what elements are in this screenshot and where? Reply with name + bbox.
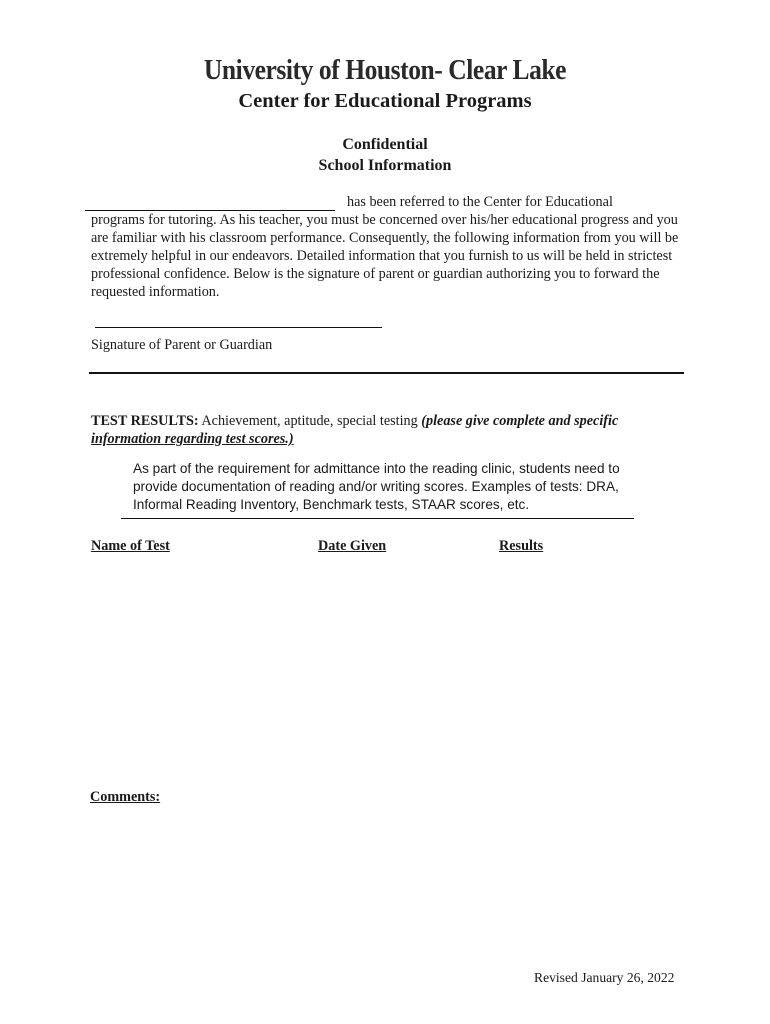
school-information-heading: School Information	[318, 157, 452, 174]
intro-first-line-text: has been referred to the Center for Educational	[347, 194, 613, 210]
comments-label: Comments:	[90, 789, 161, 805]
revised-date: Revised January 26, 2022	[534, 970, 675, 985]
test-results-section	[91, 412, 681, 448]
intro-first-line	[91, 193, 681, 211]
column-name-of-test: Name of Test	[91, 538, 170, 554]
intro-body-text: programs for tutoring. As his teacher, you must be concerned over his/her educational progress and you are familiar with his classroom performance. Consequently, the following information from you will be extremely helpful in our endeavors. Detailed information that you furnish to us will be held in strictest professional confidence. Below is the signature of parent or guardian authorizing you to forward the requested information.	[91, 212, 679, 300]
test-results-label: TEST RESULTS:	[91, 413, 199, 429]
intro-paragraph	[91, 193, 681, 301]
section-divider	[89, 372, 684, 374]
center-title: Center for Educational Programs	[238, 90, 532, 112]
column-results: Results	[499, 538, 544, 554]
test-results-emphasis-1: (please give complete and specific	[421, 413, 619, 429]
column-date-given: Date Given	[318, 538, 387, 554]
test-results-description: Achievement, aptitude, special testing	[201, 413, 418, 429]
signature-label: Signature of Parent or Guardian	[91, 337, 273, 353]
signature-line[interactable]	[95, 327, 382, 328]
student-name-blank[interactable]	[85, 196, 335, 211]
requirement-note: As part of the requirement for admittance into the reading clinic, students need to provide documentation of reading and/or writing scores. Examples of tests: DRA, Informal Reading Inventory, Benchmark tests, STAAR scores, etc.	[133, 461, 620, 512]
note-underline	[121, 518, 634, 519]
test-results-emphasis-2: information regarding test scores.)	[91, 431, 294, 447]
confidential-heading: Confidential	[342, 136, 428, 153]
university-title: University of Houston- Clear Lake	[203, 54, 567, 86]
